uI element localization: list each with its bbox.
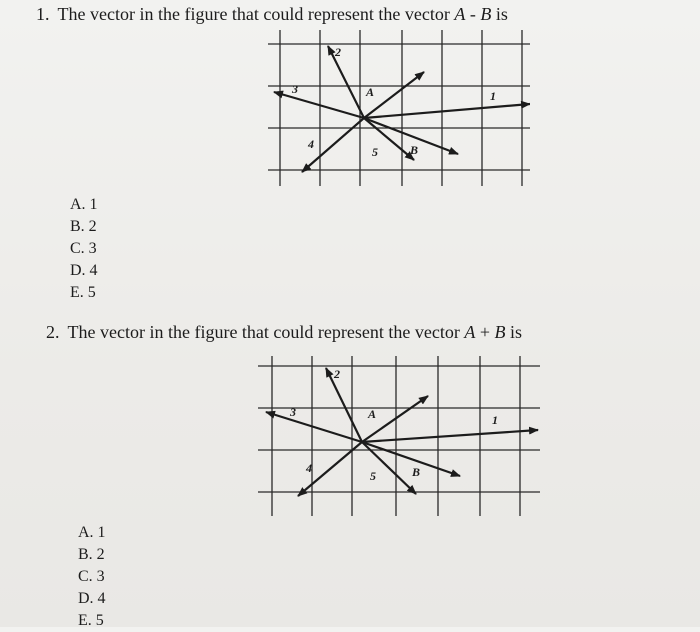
question-1-text: [36, 4, 508, 25]
question-2-suffix: is: [505, 322, 523, 342]
vector-grid-diagram-1: [268, 30, 530, 186]
choice-q2-c[interactable]: C. 3: [78, 568, 105, 585]
vector-2: [328, 46, 364, 118]
label-a: A: [366, 85, 375, 99]
label-3: 3: [292, 82, 298, 96]
question-1-var-a: A: [454, 4, 466, 24]
question-1-prompt: The vector in the figure that could represent the vector: [57, 4, 455, 24]
question-2-text: [46, 322, 522, 343]
choice-q1-e[interactable]: E. 5: [70, 284, 96, 301]
vector-1: [364, 104, 530, 118]
question-1-var-b: B: [480, 4, 492, 24]
question-1-number: 1.: [36, 4, 50, 24]
question-2-number: 2.: [46, 322, 60, 342]
choice-q1-b[interactable]: B. 2: [70, 218, 97, 235]
question-1-choices: [70, 194, 98, 304]
label-1: 1: [492, 413, 498, 427]
vector-grid-diagram-2: [258, 356, 540, 516]
label-5: 5: [370, 469, 376, 483]
label-b: B: [412, 465, 421, 479]
label-2: 2: [335, 45, 341, 59]
choice-q2-d[interactable]: D. 4: [78, 590, 106, 607]
label-1: 1: [490, 89, 496, 103]
question-2-vector-figure: [258, 356, 540, 521]
question-2-var-b: B: [494, 322, 506, 342]
question-1-suffix: is: [491, 4, 508, 24]
question-2-operator: +: [475, 322, 495, 342]
question-2-choices: [78, 522, 106, 632]
grid-lines: [258, 356, 540, 516]
choice-q1-c[interactable]: C. 3: [70, 240, 97, 257]
label-5: 5: [372, 145, 378, 159]
choice-q2-e[interactable]: E. 5: [78, 612, 104, 629]
question-2-prompt: The vector in the figure that could represent the vector: [67, 322, 465, 342]
label-a: A: [368, 407, 377, 421]
label-4: 4: [306, 461, 312, 475]
choice-q1-d[interactable]: D. 4: [70, 262, 98, 279]
vector-2: [326, 368, 362, 442]
vector-3: [274, 92, 364, 118]
question-1-operator: -: [465, 4, 481, 24]
choice-q1-a[interactable]: A. 1: [70, 196, 98, 213]
vector-1: [362, 430, 538, 442]
question-2-var-a: A: [464, 322, 476, 342]
vector-3: [266, 412, 362, 442]
label-3: 3: [290, 405, 296, 419]
label-4: 4: [308, 137, 314, 151]
vector-b: [362, 442, 460, 476]
question-1-vector-figure: [268, 30, 530, 191]
choice-q2-b[interactable]: B. 2: [78, 546, 105, 563]
choice-q2-a[interactable]: A. 1: [78, 524, 106, 541]
label-b: B: [410, 143, 419, 157]
label-2: 2: [334, 367, 340, 381]
